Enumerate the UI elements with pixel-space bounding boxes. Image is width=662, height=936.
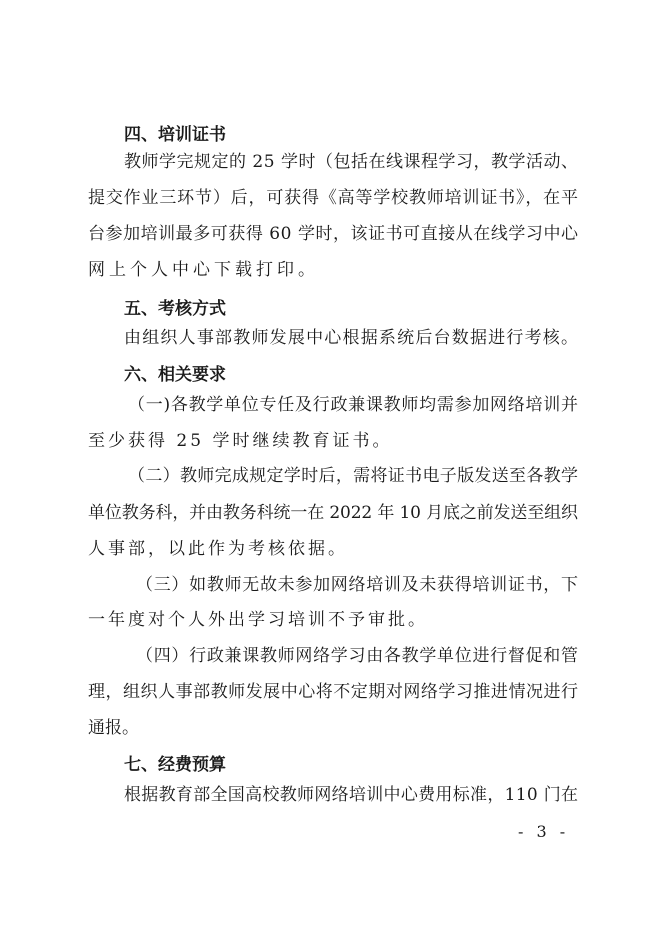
paragraph-line: 理，组织人事部教师发展中心将不定期对网络学习推进情况进行 [88, 682, 579, 702]
paragraph-line: 一年度对个人外出学习培训不予审批。 [88, 610, 428, 630]
section-heading: 六、相关要求 [124, 365, 226, 385]
paragraph-line: 至少获得 25 学时继续教育证书。 [88, 431, 393, 451]
paragraph-line: （一)各教学单位专任及行政兼课教师均需参加网络培训并 [128, 395, 579, 415]
paragraph-line: 人事部，以此作为考核依据。 [88, 539, 348, 559]
paragraph-line: 提交作业三环节）后，可获得《高等学校教师培训证书》，在平 [88, 188, 579, 208]
paragraph-line: 由组织人事部教师发展中心根据系统后台数据进行考核。 [124, 328, 580, 348]
section-heading: 四、培训证书 [124, 125, 226, 145]
paragraph-line: 通报。 [88, 718, 139, 738]
paragraph-line: 网上个人中心下载打印。 [88, 260, 319, 280]
paragraph-line: 根据教育部全国高校教师网络培训中心费用标准，110 门在 [124, 785, 579, 805]
section-heading: 七、经费预算 [124, 755, 226, 775]
paragraph-line: （二）教师完成规定学时后，需将证书电子版发送至各教学 [128, 466, 579, 486]
section-heading: 五、考核方式 [124, 299, 226, 319]
paragraph-line: （三）如教师无故未参加网络培训及未获得培训证书，下 [136, 575, 579, 595]
paragraph-line: 台参加培训最多可获得 60 学时，该证书可直接从在线学习中心 [88, 224, 579, 244]
paragraph-line: 教师学完规定的 25 学时（包括在线课程学习，教学活动、 [124, 152, 579, 172]
page-number: - 3 - [518, 822, 570, 841]
paragraph-line: （四）行政兼课教师网络学习由各教学单位进行督促和管 [136, 646, 579, 666]
paragraph-line: 单位教务科，并由教务科统一在 2022 年 10 月底之前发送至组织 [88, 503, 578, 523]
